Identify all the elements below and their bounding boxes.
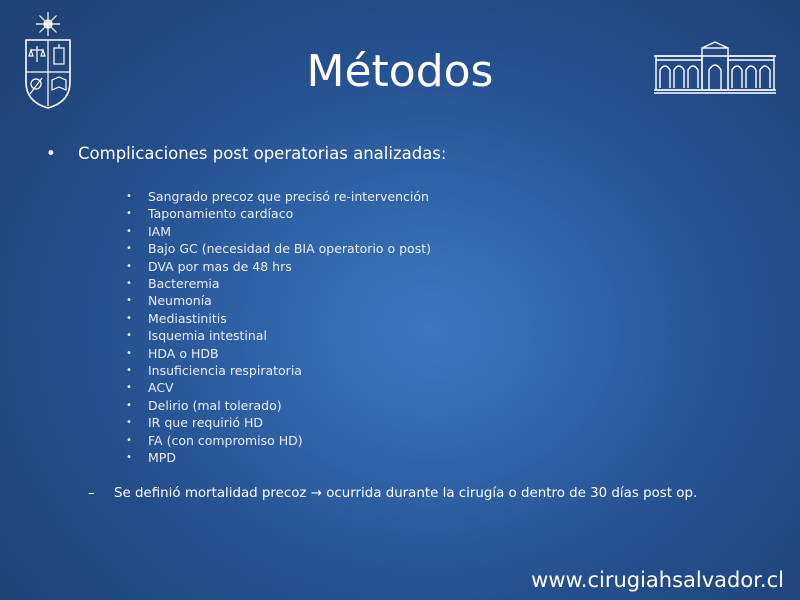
slide-title: Métodos — [306, 46, 494, 97]
list-item — [126, 414, 431, 431]
bullet-marker: • — [126, 417, 132, 429]
list-item — [126, 275, 431, 292]
mortality-definition — [88, 486, 697, 501]
bullet-marker: • — [126, 347, 132, 359]
list-item — [126, 205, 431, 222]
list-item-text: Neumonía — [148, 293, 212, 309]
bullet-marker: • — [126, 365, 132, 377]
bullet-marker: • — [126, 399, 132, 411]
complications-list — [126, 188, 431, 467]
bullet-marker: • — [126, 278, 132, 290]
list-item — [126, 345, 431, 362]
bullet-marker: • — [126, 295, 132, 307]
bullet-marker: • — [126, 382, 132, 394]
list-item-text: ACV — [148, 380, 174, 396]
list-item — [126, 397, 431, 414]
list-item-text: IR que requirió HD — [148, 415, 264, 431]
list-item-text: FA (con compromiso HD) — [148, 432, 303, 448]
bullet-marker: • — [126, 330, 132, 342]
mortality-definition-text: Se definió mortalidad precoz → ocurrida durante la cirugía o dentro de 30 días post op. — [114, 486, 698, 501]
bullet-marker: • — [126, 191, 132, 202]
bullet-marker: • — [126, 452, 132, 464]
list-item — [126, 240, 431, 257]
list-item — [126, 327, 431, 344]
bullet-marker: • — [126, 243, 132, 255]
main-bullet-item — [46, 144, 446, 163]
bullet-marker: • — [126, 208, 132, 220]
list-item — [126, 292, 431, 309]
bullet-marker: • — [126, 434, 132, 446]
list-item-text: Taponamiento cardíaco — [148, 206, 294, 222]
list-item-text: IAM — [148, 223, 172, 239]
bullet-marker: • — [126, 225, 132, 237]
list-item — [126, 449, 431, 466]
list-item-text: DVA por mas de 48 hrs — [148, 258, 292, 274]
footer-website: www.cirugiahsalvador.cl — [531, 568, 784, 592]
list-item — [126, 188, 431, 205]
list-item-text: Sangrado precoz que precisó re-intervención — [148, 189, 429, 204]
list-item-text: HDA o HDB — [148, 345, 219, 361]
bullet-marker: • — [46, 144, 56, 163]
dash-marker: – — [88, 486, 95, 501]
list-item — [126, 432, 431, 449]
list-item-text: Isquemia intestinal — [148, 328, 267, 344]
list-item — [126, 258, 431, 275]
list-item-text: Delirio (mal tolerado) — [148, 397, 282, 413]
list-item-text: Insuficiencia respiratoria — [148, 363, 302, 379]
bullet-marker: • — [126, 260, 132, 272]
list-item — [126, 379, 431, 396]
list-item-text: MPD — [148, 450, 176, 466]
list-item — [126, 362, 431, 379]
list-item — [126, 310, 431, 327]
bullet-marker: • — [126, 312, 132, 324]
list-item-text: Mediastinitis — [148, 310, 227, 326]
list-item — [126, 223, 431, 240]
main-bullet-text: Complicaciones post operatorias analizadas: — [78, 144, 447, 163]
list-item-text: Bacteremia — [148, 276, 220, 292]
list-item-text: Bajo GC (necesidad de BIA operatorio o post) — [148, 241, 431, 257]
